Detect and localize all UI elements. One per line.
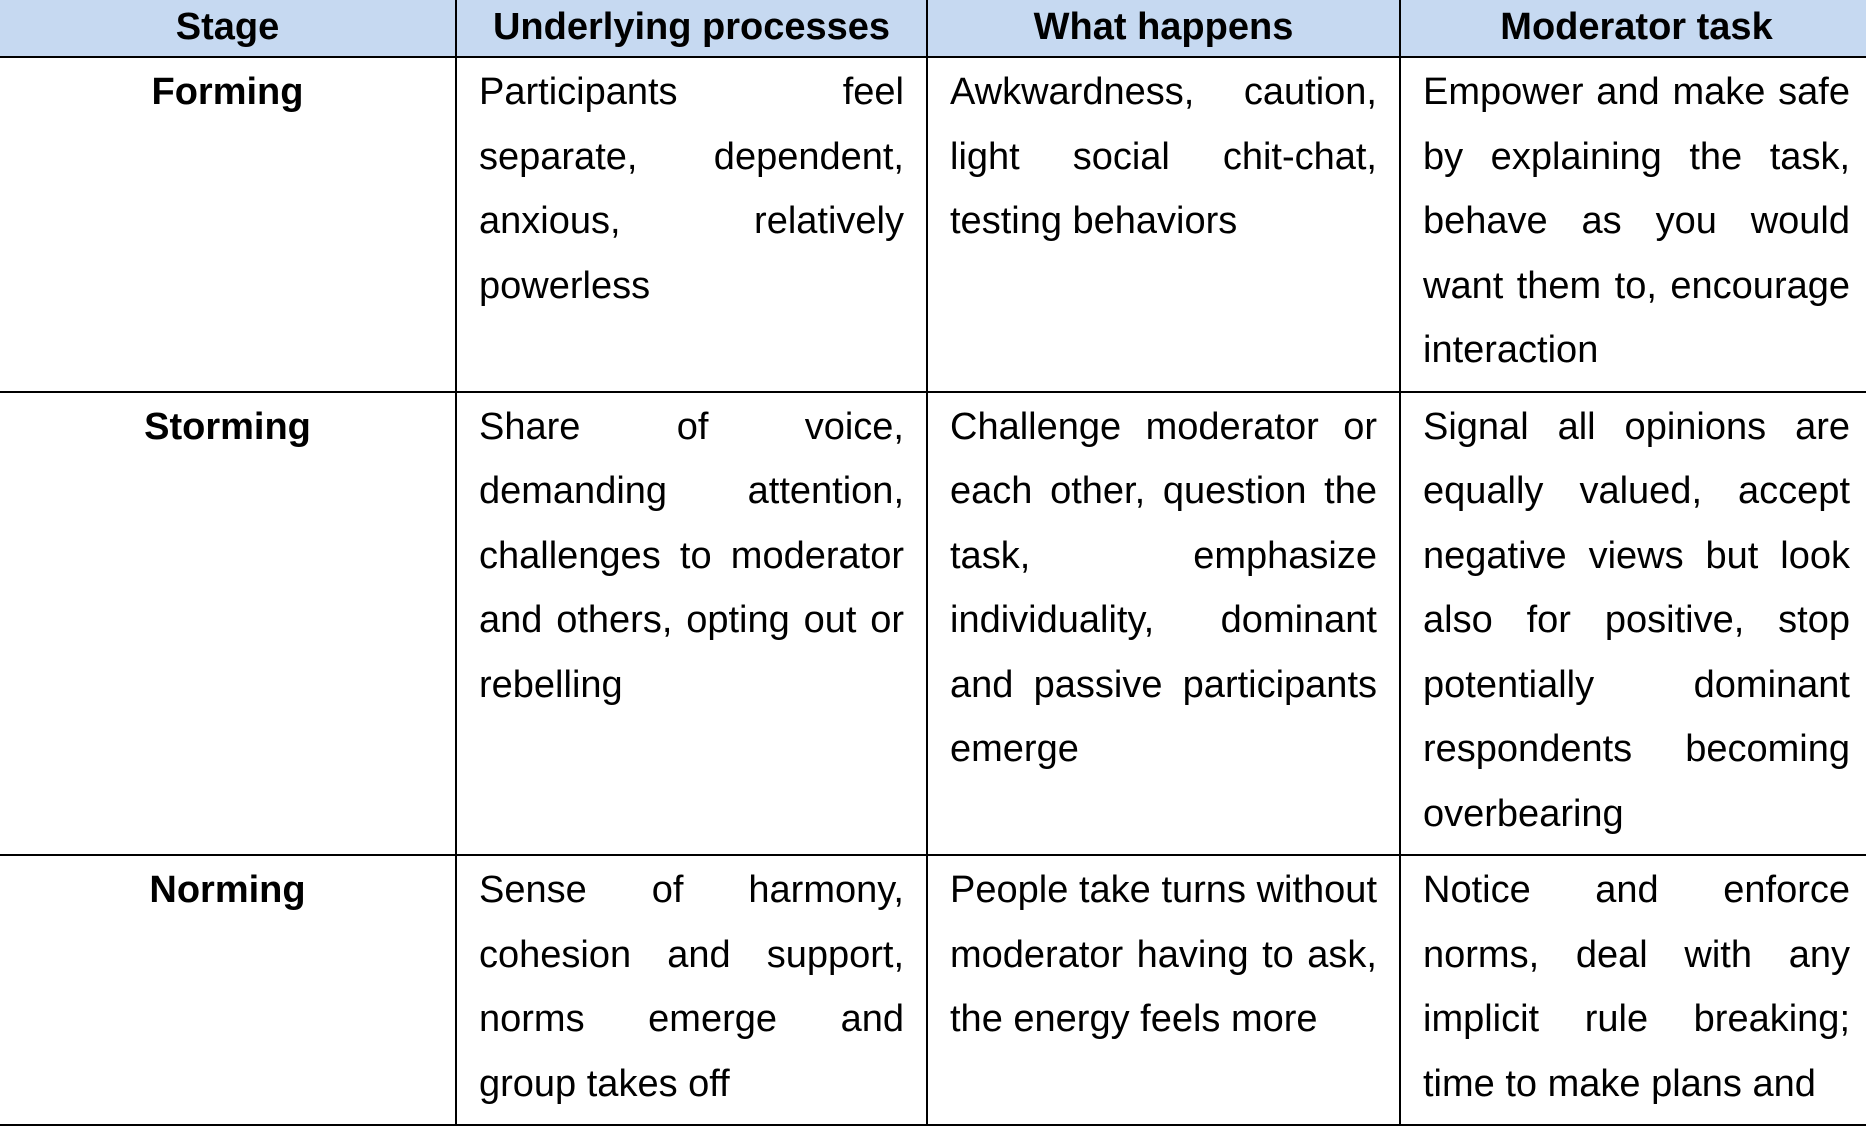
- table-row-storming: [0, 392, 1866, 856]
- underlying-processes-cell: Sense of harmony, cohesion and support, norms emerge and group takes off: [456, 855, 927, 1125]
- table-body: [0, 57, 1866, 1125]
- moderator-task-cell: Signal all opinions are equally valued, accept negative views but look also for positive, stop potentially dominant respondents becoming overbearing: [1400, 392, 1866, 856]
- header-underlying-processes: Underlying processes: [456, 0, 927, 57]
- stage-cell: Norming: [0, 855, 456, 1125]
- table-row-forming: [0, 57, 1866, 392]
- underlying-processes-cell: Participants feel separate, dependent, anxious, relatively powerless: [456, 57, 927, 392]
- header-stage: Stage: [0, 0, 456, 57]
- underlying-processes-cell: Share of voice, demanding attention, challenges to moderator and others, opting out or rebelling: [456, 392, 927, 856]
- table-row-norming: [0, 855, 1866, 1125]
- what-happens-cell: People take turns without moderator having to ask, the energy feels more: [927, 855, 1400, 1125]
- what-happens-cell: Awkwardness, caution, light social chit-chat, testing behaviors: [927, 57, 1400, 392]
- stage-cell: Storming: [0, 392, 456, 856]
- table-header: [0, 0, 1866, 57]
- header-moderator-task: Moderator task: [1400, 0, 1866, 57]
- header-what-happens: What happens: [927, 0, 1400, 57]
- moderator-task-cell: Empower and make safe by explaining the task, behave as you would want them to, encourage interaction: [1400, 57, 1866, 392]
- what-happens-cell: Challenge moderator or each other, question the task, emphasize individuality, dominant and passive participants emerge: [927, 392, 1400, 856]
- header-row: [0, 0, 1866, 57]
- moderator-task-cell: Notice and enforce norms, deal with any implicit rule breaking; time to make plans and: [1400, 855, 1866, 1125]
- stage-cell: Forming: [0, 57, 456, 392]
